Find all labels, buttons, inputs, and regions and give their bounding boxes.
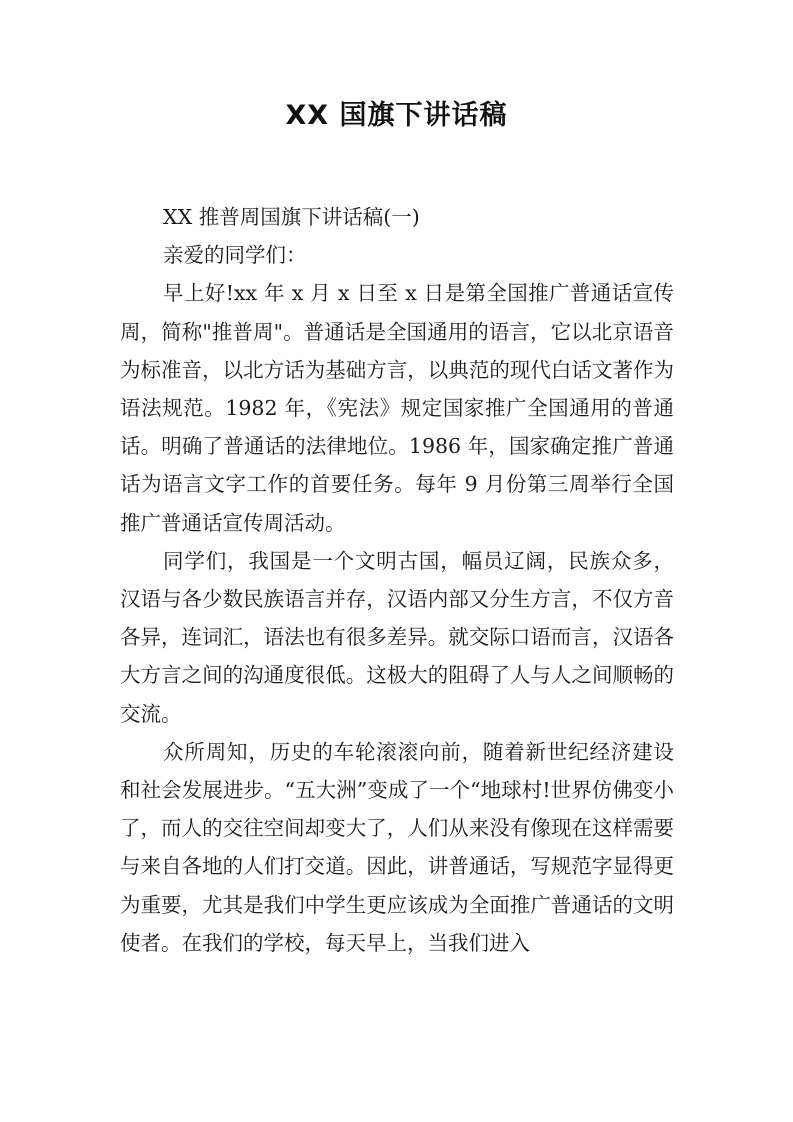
salutation-paragraph: 亲爱的同学们： (163, 243, 307, 268)
document-body (120, 198, 674, 962)
body-paragraph: 早上好!xx 年 x 月 x 日至 x 日是第全国推广普通话宣传周，简称"推普周"。普通话是全国通用的语言，它以北京语音为标准音，以北方话为基础方言，以典范的现代白话文著作为语法规范。1982 年，《宪法》规定国家推广全国通用的普通话。明确了普通话的法律地位。1986 年，国家确定推广普通话为语言文字工作的首要任务。每年 9 月份第三周举行全国推广普通话宣传周活动。 (120, 281, 674, 535)
document-title: XX 国旗下讲话稿 (285, 100, 508, 131)
body-paragraph: 众所周知，历史的车轮滚滚向前，随着新世纪经济建设和社会发展进步。“五大洲”变成了一个“地球村!世界仿佛变小了，而人的交往空间却变大了，人们从来没有像现在这样需要与来自各地的人们打交道。因此，讲普通话，写规范字显得更为重要，尤其是我们中学生更应该成为全面推广普通话的文明使者。在我们的学校，每天早上，当我们进入 (120, 739, 674, 955)
body-paragraph: 同学们，我国是一个文明古国，幅员辽阔，民族众多，汉语与各少数民族语言并存，汉语内部又分生方言，不仅方音各异，连词汇，语法也有很多差异。就交际口语而言，汉语各大方言之间的沟通度很低。这极大的阻碍了人与人之间顺畅的交流。 (120, 548, 674, 726)
subtitle-paragraph: XX 推普周国旗下讲话稿(一) (163, 205, 420, 229)
